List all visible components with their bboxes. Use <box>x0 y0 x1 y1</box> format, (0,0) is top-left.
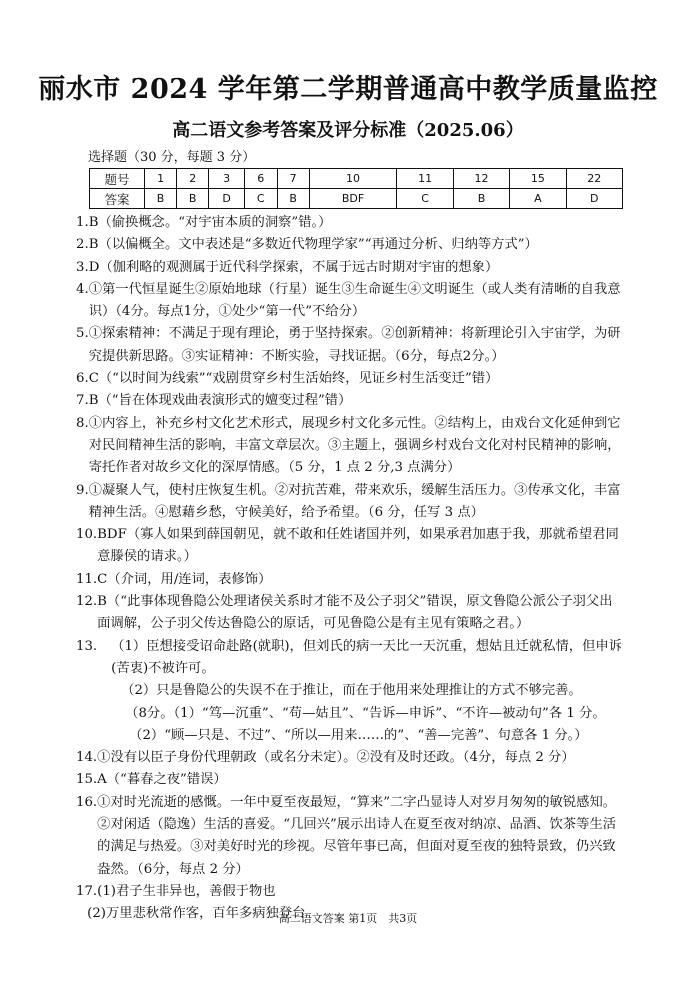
answer-cell: B <box>277 189 309 209</box>
question-number: 3 <box>209 169 245 189</box>
answer-item-9 <box>76 480 624 525</box>
question-number: 22 <box>566 169 622 189</box>
item-number: 11. <box>76 571 98 587</box>
question-number: 6 <box>244 169 277 189</box>
item-text: C（介词，用/连词，表修饰） <box>97 571 272 587</box>
item-text: B（“旨在体现戏曲表演形式的嬗变过程”错） <box>88 393 352 409</box>
item-13-part-1: （1）臣想接受诏命赴路(就职)，但刘氏的病一天比一天沉重，想姑且迁就私情，但申诉(苦衷)不被许可。 <box>111 638 622 676</box>
question-number-header: 题号 <box>90 169 145 189</box>
answer-cell: B <box>145 189 177 209</box>
answer-item-12 <box>76 591 624 636</box>
item-number: 7. <box>76 393 89 409</box>
answer-item-6 <box>76 368 624 390</box>
item-13-body <box>97 636 624 747</box>
answer-item-7 <box>76 390 624 412</box>
item-text: ①探索精神：不满足于现有理论，勇于坚持探索。②创新精神：将新理论引入宇宙学，为研究提供新思路。③实证精神：不断实验，寻找证据。（6分，每点2分。） <box>88 326 621 364</box>
question-number: 12 <box>453 169 509 189</box>
answer-item-3 <box>76 257 624 279</box>
answer-cell: D <box>209 189 245 209</box>
item-text: ①第一代恒星诞生②原始地球（行星）诞生③生命诞生④文明诞生（或人类有清晰的自我意识）（4分。每点1分，①处少“第一代”不给分） <box>88 281 621 320</box>
answer-item-10 <box>76 524 624 569</box>
question-number-row <box>90 169 623 189</box>
answer-cell: A <box>510 189 566 209</box>
answer-cell: C <box>244 189 277 209</box>
answer-item-13 <box>76 636 624 747</box>
answer-item-4 <box>76 279 624 324</box>
item-text: ①没有以臣子身份代理朝政（或名分未定）。②没有及时还政。（4分，每点 2 分） <box>97 750 575 766</box>
item-text: B（偷换概念。“对宇宙本质的洞察”错。） <box>88 215 332 230</box>
item-number: 8. <box>76 415 89 431</box>
question-number: 15 <box>510 169 566 189</box>
item-text: D（伽利略的观测属于近代科学探索，不属于远古时期对宇宙的想象） <box>88 259 499 275</box>
page-subtitle: 高二语文参考答案及评分标准（2025.06） <box>172 120 524 141</box>
item-text: B（以偏概全。文中表述是“多数近代物理学家”“再通过分析、归纳等方式”） <box>88 237 538 253</box>
item-text: BDF（寡人如果到薛国朝见，就不敢和任姓诸国并列，如果承君加惠于我，那就希望君同意滕侯的请求。） <box>97 527 619 565</box>
question-number: 1 <box>145 169 177 189</box>
question-number: 10 <box>309 169 397 189</box>
item-number: 3. <box>76 259 89 275</box>
item-13-scoring: （8分。（1）“笃—沉重”、“苟—姑且”、“告诉—申诉”、“不许—被动句”各 1 分。（2）“顾—只是、不过”、“所以—用来……的”、“善—完善”、句意各 1 分。） <box>125 705 606 743</box>
item-number: 15. <box>76 772 98 788</box>
answer-item-15 <box>76 769 624 791</box>
answer-list <box>76 212 624 926</box>
item-17-line-2: (2)万里悲秋常作客，百年多病独登台 <box>87 906 306 922</box>
item-17-line-1: (1)君子生非异也，善假于物也 <box>97 883 276 899</box>
answer-item-16 <box>76 792 624 881</box>
answer-cell: B <box>453 189 509 209</box>
item-text: C（“以时间为线索”“戏剧贯穿乡村生活始终，见证乡村生活变迁”错） <box>88 371 499 387</box>
item-text: A（“暮春之夜”错误） <box>97 772 227 788</box>
answer-item-5 <box>76 323 624 368</box>
answer-header: 答案 <box>90 189 145 209</box>
question-number: 11 <box>397 169 453 189</box>
item-number: 10. <box>76 527 98 543</box>
answer-cell: BDF <box>309 189 397 209</box>
question-number: 7 <box>277 169 309 189</box>
item-number: 16. <box>76 794 98 810</box>
answer-row <box>90 189 623 209</box>
answer-cell: D <box>566 189 622 209</box>
item-number: 4. <box>76 281 89 297</box>
item-number: 6. <box>76 371 89 387</box>
multiple-choice-label: 选择题（30 分，每题 3 分） <box>88 150 256 165</box>
item-number: 12. <box>76 594 98 610</box>
answer-table <box>89 168 623 209</box>
answer-cell: B <box>177 189 209 209</box>
answer-item-1 <box>76 212 624 234</box>
item-number: 14. <box>76 750 98 766</box>
item-13-part-2: （2）只是鲁隐公的失误不在于推让，而在于他用来处理推让的方式不够完善。 <box>121 683 582 699</box>
page-title: 丽水市 2024 学年第二学期普通高中教学质量监控 <box>38 74 658 105</box>
page-footer: 高二语文答案 第1页 共3页 <box>278 912 418 925</box>
answer-item-11 <box>76 569 624 591</box>
item-text: ①内容上，补充乡村文化艺术形式，展现乡村文化多元性。②结构上，由戏台文化延伸到它对民间精神生活的影响，丰富文章层次。③主题上，强调乡村戏台文化对村民精神的影响，寄托作者对故乡文化的深厚情感。（5 分，1 点 2 分,3 点满分） <box>88 415 621 476</box>
item-number: 17. <box>76 883 98 899</box>
question-number: 2 <box>177 169 209 189</box>
item-text: B（“此事体现鲁隐公处理诸侯关系时才能不及公子羽父”错误，原文鲁隐公派公子羽父出面调解，公子羽父传达鲁隐公的原话，可见鲁隐公是有主见有策略之君。） <box>97 594 613 632</box>
answer-item-8 <box>76 413 624 480</box>
item-number: 9. <box>76 482 89 498</box>
item-text: ①凝聚人气，使村庄恢复生机。②对抗苦难，带来欢乐，缓解生活压力。③传承文化，丰富精神生活。④慰藉乡愁，守候美好，给予希望。（6 分，任写 3 点） <box>88 482 621 520</box>
item-number: 13. <box>76 638 98 654</box>
answer-cell: C <box>397 189 453 209</box>
item-number: 5. <box>76 326 89 342</box>
answer-item-14 <box>76 747 624 769</box>
item-text: ①对时光流逝的感慨。一年中夏至夜最短，“算来”二字凸显诗人对岁月匆匆的敏锐感知。②对闲适（隐逸）生活的喜爱。“几回兴”展示出诗人在夏至夜对纳凉、品酒、饮茶等生活的满足与热爱。③对美好时光的珍视。尽管年事已高，但面对夏至夜的独特景致，仍兴致盎然。（6分，每点 2 分） <box>97 794 617 877</box>
item-number: 2. <box>76 237 89 253</box>
item-number: 1. <box>76 215 89 230</box>
answer-item-2 <box>76 234 624 256</box>
